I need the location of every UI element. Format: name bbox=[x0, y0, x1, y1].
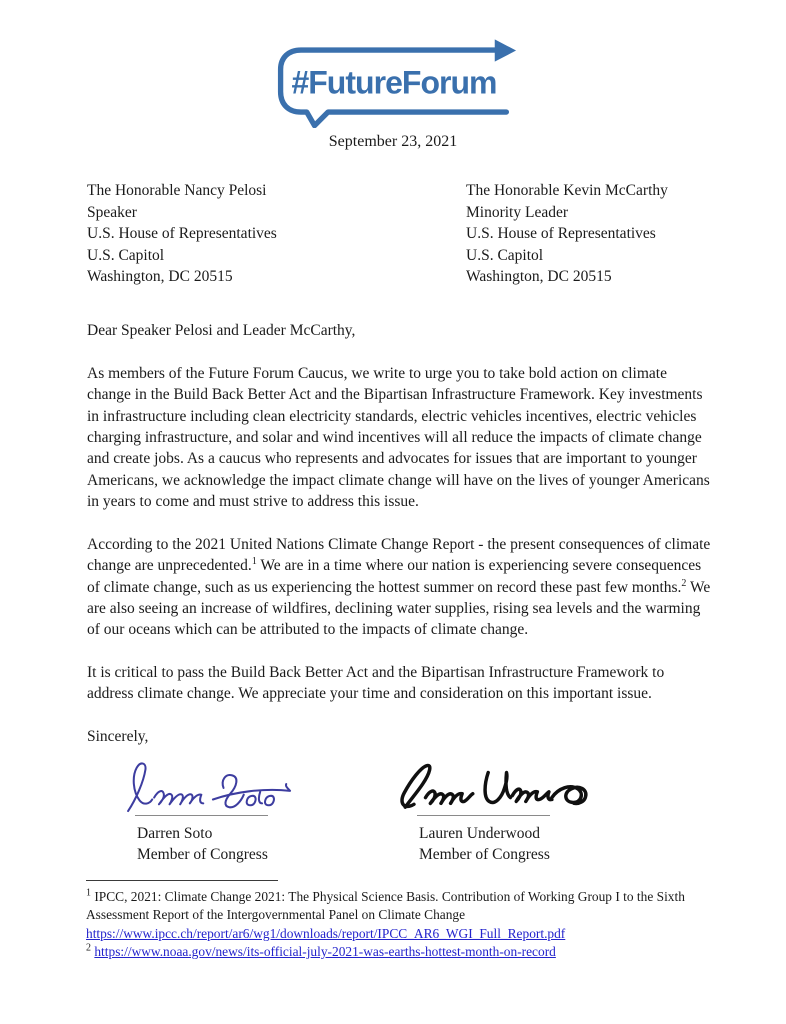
addr-line: Washington, DC 20515 bbox=[466, 268, 612, 286]
signer-lauren-underwood bbox=[417, 759, 596, 866]
addr-line: Washington, DC 20515 bbox=[87, 268, 233, 286]
signer-title: Member of Congress bbox=[419, 846, 550, 864]
addr-line: U.S. Capitol bbox=[87, 246, 165, 264]
speech-bubble-arrow-icon bbox=[268, 36, 518, 128]
signer-title: Member of Congress bbox=[137, 846, 268, 864]
signature-line bbox=[417, 815, 550, 816]
recipient-addresses bbox=[87, 180, 786, 287]
footnote-2-link[interactable]: https://www.noaa.gov/news/its-official-july-2021-was-earths-hottest-month-on-record bbox=[94, 943, 556, 959]
paragraph-2-segment: We are in a time where our nation is experiencing severe consequences of climate change, such as us experiencing the hottest summer on record these past few months. bbox=[87, 557, 702, 596]
paragraph-2-segment: According to the 2021 United Nations Climate Change Report - the present consequences of climate change are unprecedented. bbox=[87, 535, 711, 575]
footnotes bbox=[86, 880, 714, 962]
footnote-2-marker: 2 bbox=[86, 942, 91, 954]
footnote-1-text: IPCC, 2021: Climate Change 2021: The Physical Science Basis. Contribution of Working Group I to the Sixth Assessment Report of the Intergovernmental Panel on Climate Change bbox=[86, 888, 685, 923]
signature-block bbox=[135, 759, 786, 866]
addr-line: The Honorable Nancy Pelosi bbox=[87, 182, 267, 200]
addr-line: The Honorable Kevin McCarthy bbox=[466, 182, 668, 200]
salutation: Dear Speaker Pelosi and Leader McCarthy, bbox=[87, 322, 356, 340]
body-paragraph-1: As members of the Future Forum Caucus, we write to urge you to take bold action on climate change in the Build Back Better Act and the Bipartisan Infrastructure Framework. Key investments in infrastructure including clean electricity standards, electric vehicles incentives, electric vehicles charging infrastructure, and solar and wind incentives will all reduce the impacts of climate change and create jobs. As a caucus who represents and advocates for issues that are important to younger Americans, we acknowledge the impact climate change will have on the lives of younger Americans in years to come and must strive to address this issue. bbox=[87, 364, 710, 511]
footnote-ref-1: 1 bbox=[251, 555, 257, 567]
footnote-ref-2: 2 bbox=[681, 577, 687, 589]
future-forum-logo bbox=[268, 36, 518, 128]
footnote-2 bbox=[86, 943, 714, 961]
lauren-underwood-signature bbox=[391, 759, 596, 813]
darren-soto-signature bbox=[121, 759, 301, 813]
addr-line: Minority Leader bbox=[466, 203, 569, 221]
letter-date: September 23, 2021 bbox=[328, 133, 458, 150]
addr-line: U.S. House of Representatives bbox=[87, 225, 277, 243]
signature-line bbox=[135, 815, 268, 816]
body-paragraph-2 bbox=[87, 534, 711, 641]
footnote-separator bbox=[86, 880, 278, 881]
addr-line: Speaker bbox=[87, 203, 137, 221]
recipient-mccarthy-address bbox=[466, 180, 668, 287]
footnote-1 bbox=[86, 888, 714, 943]
closing: Sincerely, bbox=[87, 727, 149, 745]
footnote-1-link[interactable]: https://www.ipcc.ch/report/ar6/wg1/downloads/report/IPCC_AR6_WGI_Full_Report.pdf bbox=[86, 925, 566, 941]
body-paragraph-3: It is critical to pass the Build Back Better Act and the Bipartisan Infrastructure Framework to address climate change. We appreciate your time and consideration on this important issue. bbox=[87, 663, 665, 703]
logo-text: #FutureForum bbox=[291, 64, 497, 101]
footnote-1-marker: 1 bbox=[86, 887, 91, 899]
addr-line: U.S. House of Representatives bbox=[466, 225, 656, 243]
signer-name: Darren Soto bbox=[137, 824, 213, 842]
recipient-pelosi-address bbox=[87, 180, 466, 287]
signer-name: Lauren Underwood bbox=[419, 824, 540, 842]
signer-darren-soto bbox=[135, 759, 417, 866]
addr-line: U.S. Capitol bbox=[466, 246, 544, 264]
paragraph-2-segment: We are also seeing an increase of wildfires, declining water supplies, rising sea levels and the warming of our oceans which can be attributed to the impacts of climate change. bbox=[87, 578, 711, 639]
